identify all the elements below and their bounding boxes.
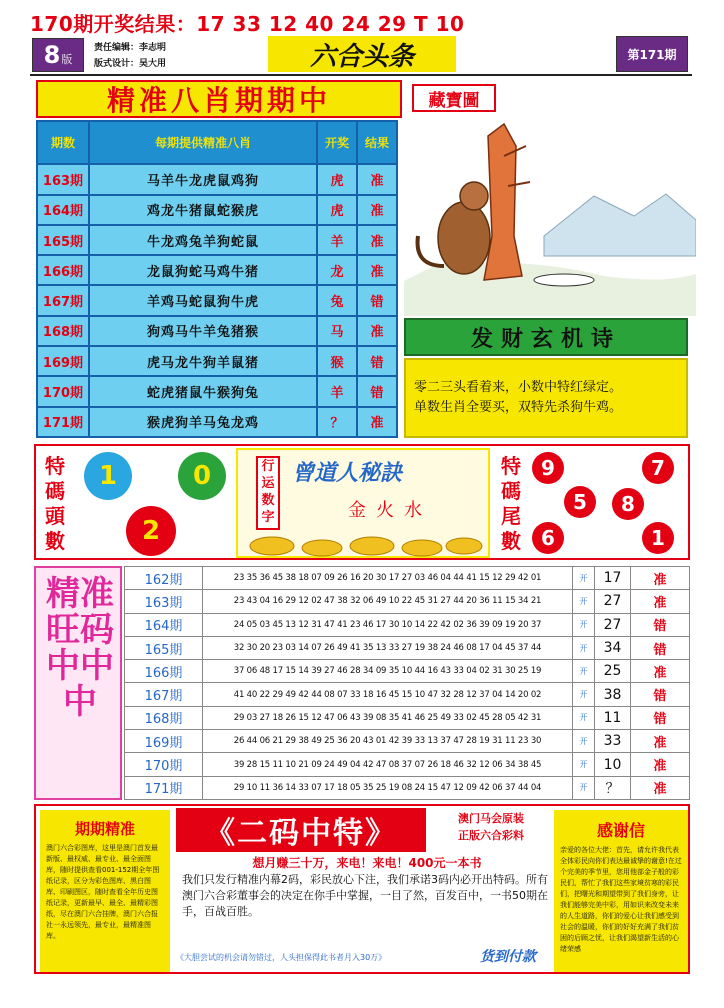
codes-result: 准 [631,590,690,613]
codes-open-label: 开 [573,776,595,799]
codes-period: 163期 [125,590,203,613]
thanks-text: 亲爱的各位大佬：首先，请允许我代表全体彩民向你们表达最诚挚的谢意!在过个完美的季节里，您用他部金子般的彩民们，帮忙了我们这些家境贫寒的彩民们，把曙光和期望带到了我们身旁，让我们能够完美中彩，用如识来改变未来的人生道路，你们的爱心让我们感受到社会的温暖，你们的好好充满了我们贫困的后顾之忧，让我们渴望新生活的心绪荣感 [560,846,682,953]
codes-value: 10 [595,753,631,776]
gold-ingot-icon [242,532,486,558]
codes-numbers: 26 44 06 21 29 38 49 25 36 20 43 01 42 39 33 13 37 47 28 19 31 11 23 30 [203,730,573,753]
tail-ball-5: 6 [532,522,564,554]
codes-period: 168期 [125,706,203,729]
codes-open-label: 开 [573,613,595,636]
codes-period: 171期 [125,776,203,799]
zodiac-result: 准 [357,316,397,346]
zodiac-row [37,195,397,225]
zodiac-row [37,346,397,376]
zodiac-eight: 鸡龙牛猪鼠蛇猴虎 [89,195,317,225]
codes-result: 错 [631,613,690,636]
zodiac-section-title: 精准八肖期期中 [36,80,402,118]
zodiac-eight: 猴虎狗羊马兔龙鸡 [89,407,317,437]
codes-numbers: 29 10 11 36 14 33 07 17 18 05 35 25 19 08 24 15 47 12 09 42 06 37 44 04 [203,776,573,799]
zodiac-draw: 马 [317,316,357,346]
poem-line-1: 零二三头看着来，小数中特红绿定。 [414,380,623,395]
codes-open-label: 开 [573,706,595,729]
zodiac-row [37,285,397,315]
hot-codes-label-box [34,566,122,800]
zodiac-row [37,225,397,255]
zodiac-header-row [37,121,397,164]
codes-row [125,660,690,683]
zodiac-period: 167期 [37,285,89,315]
zodiac-draw: 羊 [317,225,357,255]
codes-numbers: 29 03 27 18 26 15 12 47 06 43 39 08 35 41 46 25 49 33 02 45 28 05 42 31 [203,706,573,729]
zodiac-period: 165期 [37,225,89,255]
zodiac-eight: 羊鸡马蛇鼠狗牛虎 [89,285,317,315]
codes-result: 错 [631,706,690,729]
hot-codes-label: 精准旺码中中中 [46,574,114,722]
zodiac-draw: ？ [317,407,357,437]
codes-value: 27 [595,613,631,636]
codes-period: 169期 [125,730,203,753]
zodiac-table [36,120,398,438]
head-ball-1: 1 [84,452,132,500]
ad-notice: 《大胆尝试的机会请勿错过，人头担保得此书者月入30万》 [176,953,387,962]
codes-row [125,776,690,799]
poem-title: 发财玄机诗 [404,318,688,356]
codes-result: 准 [631,730,690,753]
codes-numbers: 41 40 22 29 49 42 44 08 07 33 18 16 45 15 10 47 32 28 12 37 04 14 20 02 [203,683,573,706]
zodiac-result: 准 [357,225,397,255]
codes-value: 33 [595,730,631,753]
codes-row [125,567,690,590]
zodiac-draw: 虎 [317,195,357,225]
codes-result: 错 [631,636,690,659]
tail-ball-1: 9 [532,452,564,484]
five-elements: 金火水 [348,500,432,521]
thanks-title: 感谢信 [596,821,645,840]
fortune-poem [404,358,688,438]
codes-value: 27 [595,590,631,613]
bottom-ad [34,804,690,974]
codes-result: 准 [631,776,690,799]
zodiac-result: 准 [357,255,397,285]
left-ad-box [40,810,170,972]
col-result: 结果 [357,121,397,164]
codes-numbers: 24 05 03 45 13 12 31 47 41 23 46 17 30 10 14 22 42 02 36 39 09 19 20 37 [203,613,573,636]
header-divider [30,74,692,76]
codes-numbers: 23 43 04 16 29 12 02 47 38 32 06 49 10 22 45 31 27 44 20 36 11 15 34 21 [203,590,573,613]
codes-open-label: 开 [573,730,595,753]
latest-draw-headline: 170期开奖结果：17 33 12 40 24 29 T 10 [30,12,465,36]
edition-unit: 版 [61,53,73,66]
zodiac-result: 准 [357,164,397,194]
cash-on-delivery: 货到付款 [480,949,536,965]
zodiac-result: 错 [357,285,397,315]
codes-period: 164期 [125,613,203,636]
codes-open-label: 开 [573,753,595,776]
zodiac-eight: 狗鸡马牛羊兔猪猴 [89,316,317,346]
editor-line: 责任编辑：李志明 [94,43,167,53]
tail-digit-label: 特碼尾數 [501,454,521,553]
codes-open-label: 开 [573,636,595,659]
special-number-row [34,444,690,560]
codes-row [125,613,690,636]
head-ball-3: 2 [126,506,176,556]
hot-codes-table [124,566,690,800]
zodiac-period: 166期 [37,255,89,285]
zodiac-period: 168期 [37,316,89,346]
codes-row [125,730,690,753]
codes-row [125,636,690,659]
luck-number-label: 行运数字 [256,456,280,530]
codes-period: 170期 [125,753,203,776]
codes-value: 38 [595,683,631,706]
codes-row [125,683,690,706]
zodiac-period: 171期 [37,407,89,437]
zodiac-result: 错 [357,346,397,376]
monkey-tree-illustration [404,116,696,316]
codes-row [125,753,690,776]
masthead: 六合头条 [268,36,456,72]
codes-open-label: 开 [573,590,595,613]
edition-number: 8 [43,41,61,69]
ad-side-line-1: 澳门马会原装 [458,812,524,825]
zodiac-row [37,255,397,285]
codes-value: 34 [595,636,631,659]
codes-result: 准 [631,753,690,776]
zodiac-row [37,164,397,194]
zodiac-result: 准 [357,195,397,225]
issue-number: 第171期 [616,36,688,72]
codes-value: 11 [595,706,631,729]
thanks-letter-box [554,810,688,972]
col-period: 期数 [37,121,89,164]
left-ad-title: 期期精准 [74,820,135,838]
codes-value: 17 [595,567,631,590]
editor-credits [94,40,166,72]
zodiac-draw: 虎 [317,164,357,194]
zodiac-period: 169期 [37,346,89,376]
edition-badge [32,38,84,72]
codes-numbers: 32 30 20 23 03 14 07 26 49 41 35 13 33 27 19 38 24 46 08 17 04 45 37 44 [203,636,573,659]
tail-ball-3: 5 [564,486,596,518]
codes-value: ？ [595,776,631,799]
zodiac-draw: 龙 [317,255,357,285]
codes-result: 准 [631,660,690,683]
zodiac-period: 163期 [37,164,89,194]
codes-numbers: 23 35 36 45 38 18 07 09 26 16 20 30 17 27 03 46 04 44 41 15 12 29 42 01 [203,567,573,590]
codes-open-label: 开 [573,660,595,683]
secret-title: 曾道人秘訣 [292,461,403,486]
tail-ball-2: 7 [642,452,674,484]
codes-result: 错 [631,683,690,706]
col-zodiacs: 每期提供精准八肖 [89,121,317,164]
main-ad-title: 《二码中特》 [176,808,426,852]
ad-slogan: 想月赚三十万，来电！来电！400元一本书 [252,856,482,870]
ad-body: 我们只发行精准内幕2码，彩民放心下注，我们承诺3码内必开出特码。所有澳门六合彩董事会的决定在你手中掌握，一目了然，百发百中，一书50期在手，百战百胜。 [182,873,548,918]
zodiac-period: 164期 [37,195,89,225]
tail-ball-6: 1 [642,522,674,554]
left-ad-text: 澳门六合彩图库，这里是澳门首发最新版、最权威、最专业、最全面图库，随时提供查看001-152期全年图纸记录，区分为彩色图库、黑白图库、印刷图区，随时查看全年历史图纸记录，更新最早、最全、最精彩图纸，尽在澳门六合挂牌，澳门六合报社一永远领先，最专业，最精准图库。 [46,844,160,940]
codes-numbers: 37 06 48 17 15 14 39 27 46 28 34 09 35 10 44 16 43 33 04 02 31 30 25 19 [203,660,573,683]
poem-line-2: 单数生肖全要买，双特先杀狗牛鸡。 [414,400,623,415]
codes-period: 166期 [125,660,203,683]
zodiac-draw: 猴 [317,346,357,376]
codes-row [125,706,690,729]
head-digit-label: 特碼頭數 [45,454,65,553]
designer-line: 版式设计：吴大用 [94,59,167,69]
codes-value: 25 [595,660,631,683]
zodiac-eight: 虎马龙牛狗羊鼠猪 [89,346,317,376]
zodiac-row [37,376,397,406]
codes-open-label: 开 [573,567,595,590]
zodiac-draw: 兔 [317,285,357,315]
zodiac-result: 错 [357,376,397,406]
head-ball-2: 0 [178,452,226,500]
zodiac-row [37,316,397,346]
treasure-map-stamp: 藏寶圖 [412,84,496,112]
ad-side-line-2: 正版六合彩料 [458,829,524,842]
codes-row [125,590,690,613]
tail-ball-4: 8 [612,488,644,520]
zodiac-row [37,407,397,437]
zodiac-period: 170期 [37,376,89,406]
col-draw: 开奖 [317,121,357,164]
zodiac-draw: 羊 [317,376,357,406]
codes-period: 167期 [125,683,203,706]
codes-period: 162期 [125,567,203,590]
secret-box [236,448,490,558]
ad-side-text [432,810,550,844]
zodiac-eight: 蛇虎猪鼠牛猴狗兔 [89,376,317,406]
zodiac-result: 准 [357,407,397,437]
zodiac-eight: 龙鼠狗蛇马鸡牛猪 [89,255,317,285]
codes-numbers: 39 28 15 11 10 21 09 24 49 04 42 47 08 37 07 26 18 46 32 12 06 34 38 45 [203,753,573,776]
codes-open-label: 开 [573,683,595,706]
zodiac-eight: 马羊牛龙虎鼠鸡狗 [89,164,317,194]
codes-result: 准 [631,567,690,590]
codes-period: 165期 [125,636,203,659]
zodiac-eight: 牛龙鸡兔羊狗蛇鼠 [89,225,317,255]
